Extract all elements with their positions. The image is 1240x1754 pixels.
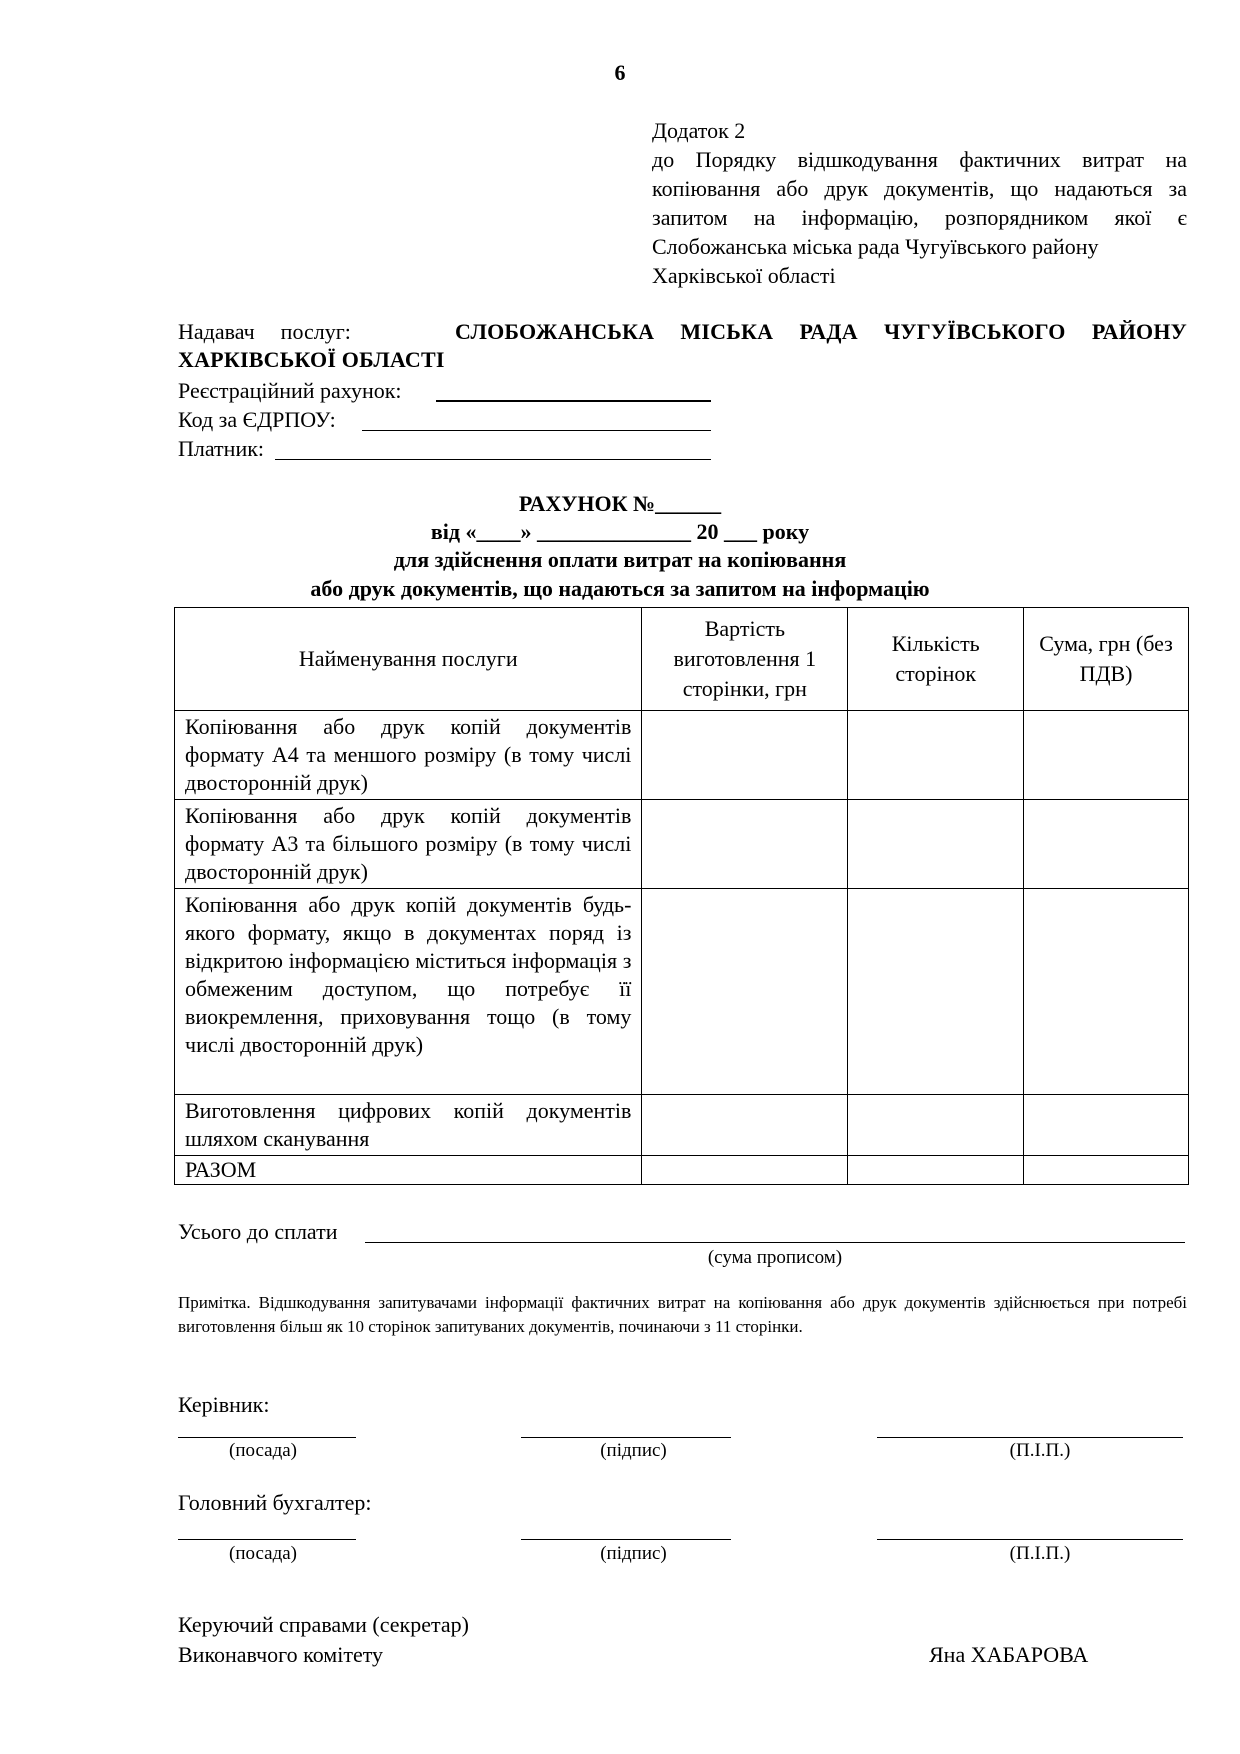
header-unit-cost: Вартість виготовлення 1 сторінки, грн [642,608,848,711]
edrpou-field[interactable] [362,430,711,431]
invoice-purpose-line1: для здійснення оплати витрат на копіювання [393,547,847,572]
accountant-position-field[interactable] [178,1539,356,1540]
head-signature-caption: (підпис) [600,1440,667,1461]
invoice-purpose-line2: або друк документів, що надаються за запитом на інформацію [310,576,930,601]
table-row [175,800,1189,889]
appendix-last-line: Харківської області [652,263,836,288]
sum-cell[interactable] [1024,1095,1189,1156]
payer-label: Платник: [178,436,265,461]
header-sum: Сума, грн (без ПДВ) [1024,608,1189,711]
service-name-cell: Копіювання або друк копій документів формату А4 та меншого розміру (в тому числі двосторонній друк) [175,711,642,800]
provider-line [178,318,1187,346]
head-position-field[interactable] [178,1437,356,1438]
unit-cost-cell[interactable] [642,800,848,889]
total-payable-field[interactable] [365,1242,1185,1243]
provider-name-line1: СЛОБОЖАНСЬКА МІСЬКА РАДА ЧУГУЇВСЬКОГО РАЙОНУ [454,319,1188,344]
head-name-caption: (П.І.П.) [1009,1440,1071,1461]
unit-cost-cell[interactable] [642,889,848,1095]
appendix-block [652,116,1187,290]
footer-signer: Яна ХАБАРОВА [929,1642,1089,1667]
appendix-title: Додаток 2 [652,118,746,143]
header-service-name: Найменування послуги [175,608,642,711]
unit-cost-cell[interactable] [642,711,848,800]
footer-title-line2: Виконавчого комітету [178,1642,384,1667]
page-count-cell[interactable] [848,1095,1024,1156]
service-name-cell: Копіювання або друк копій документів будь-якого формату, якщо в документах поряд із відкритою інформацією міститься інформація з обмеженим доступом, що потребує її виокремлення, приховування тощо (в тому числі двосторонній друк) [175,889,642,1095]
account-field[interactable] [436,400,711,402]
header-page-count: Кількість сторінок [848,608,1024,711]
page-count-cell[interactable] [848,800,1024,889]
service-name-cell: Виготовлення цифрових копій документів шляхом сканування [175,1095,642,1156]
services-table [174,607,1189,1185]
footer-title-line1: Керуючий справами (секретар) [178,1612,469,1637]
provider-label: Надавач послуг: [178,319,351,344]
total-row [175,1156,1189,1185]
unit-cost-cell[interactable] [642,1095,848,1156]
page-count-cell[interactable] [848,889,1024,1095]
accountant-signature-field[interactable] [521,1539,731,1540]
sum-cell[interactable] [1024,889,1189,1095]
note: Примітка. Відшкодування запитувачами інформації фактичних витрат на копіювання або друк документів здійснюється при потребі виготовлення більш як 10 сторінок запитуваних документів, починаючи з 11 сторінки. [178,1293,1187,1336]
total-payable-label: Усього до сплати [178,1219,338,1244]
accountant-name-caption: (П.І.П.) [1009,1543,1071,1564]
total-payable-caption: (сума прописом) [707,1247,843,1268]
service-name-cell: Копіювання або друк копій документів формату А3 та більшого розміру (в тому числі двосторонній друк) [175,800,642,889]
total-page-count-cell[interactable] [848,1156,1024,1185]
accountant-name-field[interactable] [877,1539,1183,1540]
total-label: РАЗОМ [175,1156,642,1185]
total-unit-cost-cell[interactable] [642,1156,848,1185]
head-position-caption: (посада) [229,1440,297,1461]
sum-cell[interactable] [1024,711,1189,800]
edrpou-label: Код за ЄДРПОУ: [178,407,336,432]
provider-block [178,318,1187,374]
table-row [175,711,1189,800]
accountant-position-caption: (посада) [229,1543,297,1564]
table-row [175,889,1189,1095]
account-label: Реєстраційний рахунок: [178,378,402,403]
accountant-signature-caption: (підпис) [600,1543,667,1564]
appendix-text: до Порядку відшкодування фактичних витрат на копіювання або друк документів, що надаються за запитом на інформацію, розпорядником якої є Слобожанська міська рада Чугуївського району [652,147,1187,259]
page-count-cell[interactable] [848,711,1024,800]
payer-field[interactable] [275,459,711,460]
invoice-date-line: від «____» ______________ 20 ___ року [430,519,810,544]
table-row [175,1095,1189,1156]
head-label: Керівник: [178,1392,270,1417]
invoice-title: РАХУНОК №______ [518,491,722,516]
head-signature-field[interactable] [521,1437,731,1438]
accountant-label: Головний бухгалтер: [178,1490,372,1515]
table-header-row [175,608,1189,711]
total-sum-cell[interactable] [1024,1156,1189,1185]
sum-cell[interactable] [1024,800,1189,889]
page-number: 6 [614,60,626,85]
provider-name-line2: ХАРКІВСЬКОЇ ОБЛАСТІ [178,347,445,372]
head-name-field[interactable] [877,1437,1183,1438]
